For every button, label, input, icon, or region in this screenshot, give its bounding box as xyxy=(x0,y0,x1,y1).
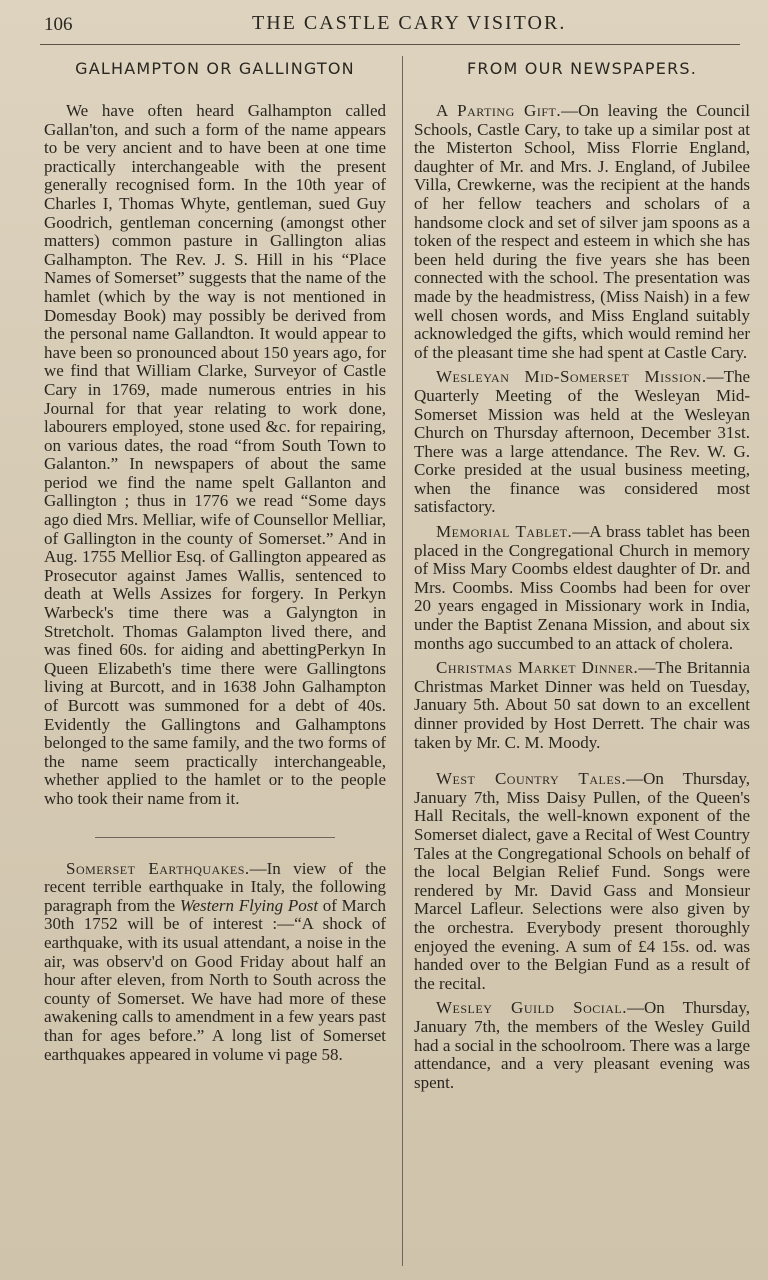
news-heading: West Country Tales. xyxy=(436,769,627,789)
news-text: —On Thursday, January 7th, the members of the Wesley Guild had a social in the schoolroom. There was a large attendance, and a very pleasant evening was spent. xyxy=(414,998,750,1092)
news-item-memorial-tablet xyxy=(414,523,750,653)
news-item-parting-gift xyxy=(414,102,750,362)
newspapers-title: FROM OUR NEWSPAPERS. xyxy=(466,59,698,78)
column-divider xyxy=(402,56,403,1266)
news-heading: Wesleyan Mid-Somerset Mission. xyxy=(436,367,707,387)
news-item-west-country-tales xyxy=(414,770,750,993)
newspaper-name: Western Flying Post xyxy=(179,895,319,915)
galhampton-title: GALHAMPTON OR GALLINGTON xyxy=(75,59,355,78)
right-column xyxy=(414,56,750,1092)
left-column xyxy=(44,56,386,1064)
news-text: —The Britannia Christmas Market Dinner was held on Tuesday, January 5th. About 50 sat down to an excellent dinner provided by Host Derrett. The chair was taken by Mr. C. M. Moody. xyxy=(414,658,750,752)
news-heading: Memorial Tablet. xyxy=(436,522,573,542)
earthquake-paragraph xyxy=(44,860,386,1065)
header-rule xyxy=(40,44,740,45)
earthquake-heading: Somerset Earthquakes. xyxy=(66,858,250,878)
news-text: —A brass tablet has been placed in the Congregational Church in memory of Miss Mary Coombs eldest daughter of Dr. and Mrs. Coombs. Miss Coombs had been for over 20 years engaged in Missionary work in India, under the Baptist Zenana Mission, and about six months ago succumbed to an attack of cholera. xyxy=(414,522,751,653)
news-item-wesleyan-mission xyxy=(414,368,750,517)
news-text: —On Thursday, January 7th, Miss Daisy Pullen, of the Queen's Hall Recitals, the well-known exponent of the Somerset dialect, gave a Recital of West Country Tales at the Congregational Schools on behalf of the local Belgian Relief Fund. Songs were rendered by Mr. David Gass and Monsieur Marcel Lafleur. Selections were also given by the orchestra. Everybody present thoroughly enjoyed the evening. A sum of £4 15s. od. was handed over to the Belgian Fund as a result of the recital. xyxy=(414,769,750,993)
page-header xyxy=(0,10,768,40)
news-heading: A Parting Gift. xyxy=(436,101,562,120)
news-text: —On leaving the Council Schools, Castle Cary, to take up a similar post at the Misterton School, Miss Florrie England, daughter of Mr. and Mrs. J. England, of Jubilee Villa, Crewkerne, was the recipient at the hands of her fellow teachers and scholars of a handsome clock and set of silver jam spoons as a token of the respect and esteem in which she has been held during the five years she has been connected with the school. The presentation was made by the headmistress, (Miss Naish) in a few well chosen words, and Miss England suitably acknowledged the gifts, which would remind her of the pleasant time she had spent at Castle Cary. xyxy=(414,101,750,362)
news-item-wesley-guild xyxy=(414,999,750,1092)
galhampton-article: We have often heard Galhampton called Gallan'ton, and such a form of the name appears to be very ancient and to have been at one time practically interchangeable with the present generally recognised form. In the 10th year of Charles I, Thomas Whyte, gentleman, sued Guy Goodrich, gentleman concerning (amongst other matters) common pasture in Gallington alias Galhampton. The Rev. J. S. Hill in his “Place Names of Somerset” suggests that the name of the hamlet (which by the way is not mentioned in Domesday Book) may possibly be derived from the personal name Gallandton. It would appear to have been so pronounced about 150 years ago, for we find that William Clarke, Surveyor of Castle Cary in 1769, made numerous entries in his Journal for that year relating to work done, labourers employed, stone used &c. for repairing, on various dates, the road “from South Town to Galanton.” In newspapers of about the same period we find the name spelt Gallanton and Gallington ; thus in 1776 we read “Some days ago died Mrs. Melliar, wife of Counsellor Melliar, of Gallington in the county of Somerset.” And in Aug. 1755 Mellior Esq. of Gallington appeared as Prosecutor against James Wallis, sentenced to death at Wells Assizes for forgery. In Perkyn Warbeck's time there was a Galyngton in Stretcholt. Thomas Galampton lived there, and was fined 60s. for aiding and abettingPerkyn In Queen Elizabeth's time there were Gallingtons living at Burcott, and in 1638 John Galhampton of Burcott was summoned for a debt of 40s. Evidently the Gallingtons and Galhamptons belonged to the same family, and the two forms of the name seem practically interchangeable, whether applied to the hamlet or to the people who took their name from it. xyxy=(44,101,386,808)
earthquake-text-a: —In view of the recent terrible earthquake in Italy, the following paragraph from the xyxy=(44,858,386,915)
news-heading: Wesley Guild Social. xyxy=(436,998,628,1018)
news-text: —The Quarterly Meeting of the Wesleyan Mid-Somerset Mission was held at the Wesleyan Church on Thursday afternoon, December 31st. There was a large attendance. The Rev. W. G. Corke presided at the usual business meeting, when the finance was considered most satisfactory. xyxy=(414,367,750,517)
running-title: THE CASTLE CARY VISITOR. xyxy=(252,12,567,34)
news-item-market-dinner xyxy=(414,659,750,752)
news-heading: Christmas Market Dinner. xyxy=(436,658,639,678)
section-separator xyxy=(95,837,335,838)
page-number: 106 xyxy=(44,14,73,35)
earthquake-text-b: of March 30th 1752 will be of interest :—“A shock of earthquake, with its usual attendant, a noise in the air, was observ'd on Good Friday about half an hour after eleven, from North to South across the county of Somerset. We have had more of these awakening calls to amendment in a few years past than for ages before.” A long list of Somerset earthquakes appeared in volume vi page 58. xyxy=(44,895,386,1064)
